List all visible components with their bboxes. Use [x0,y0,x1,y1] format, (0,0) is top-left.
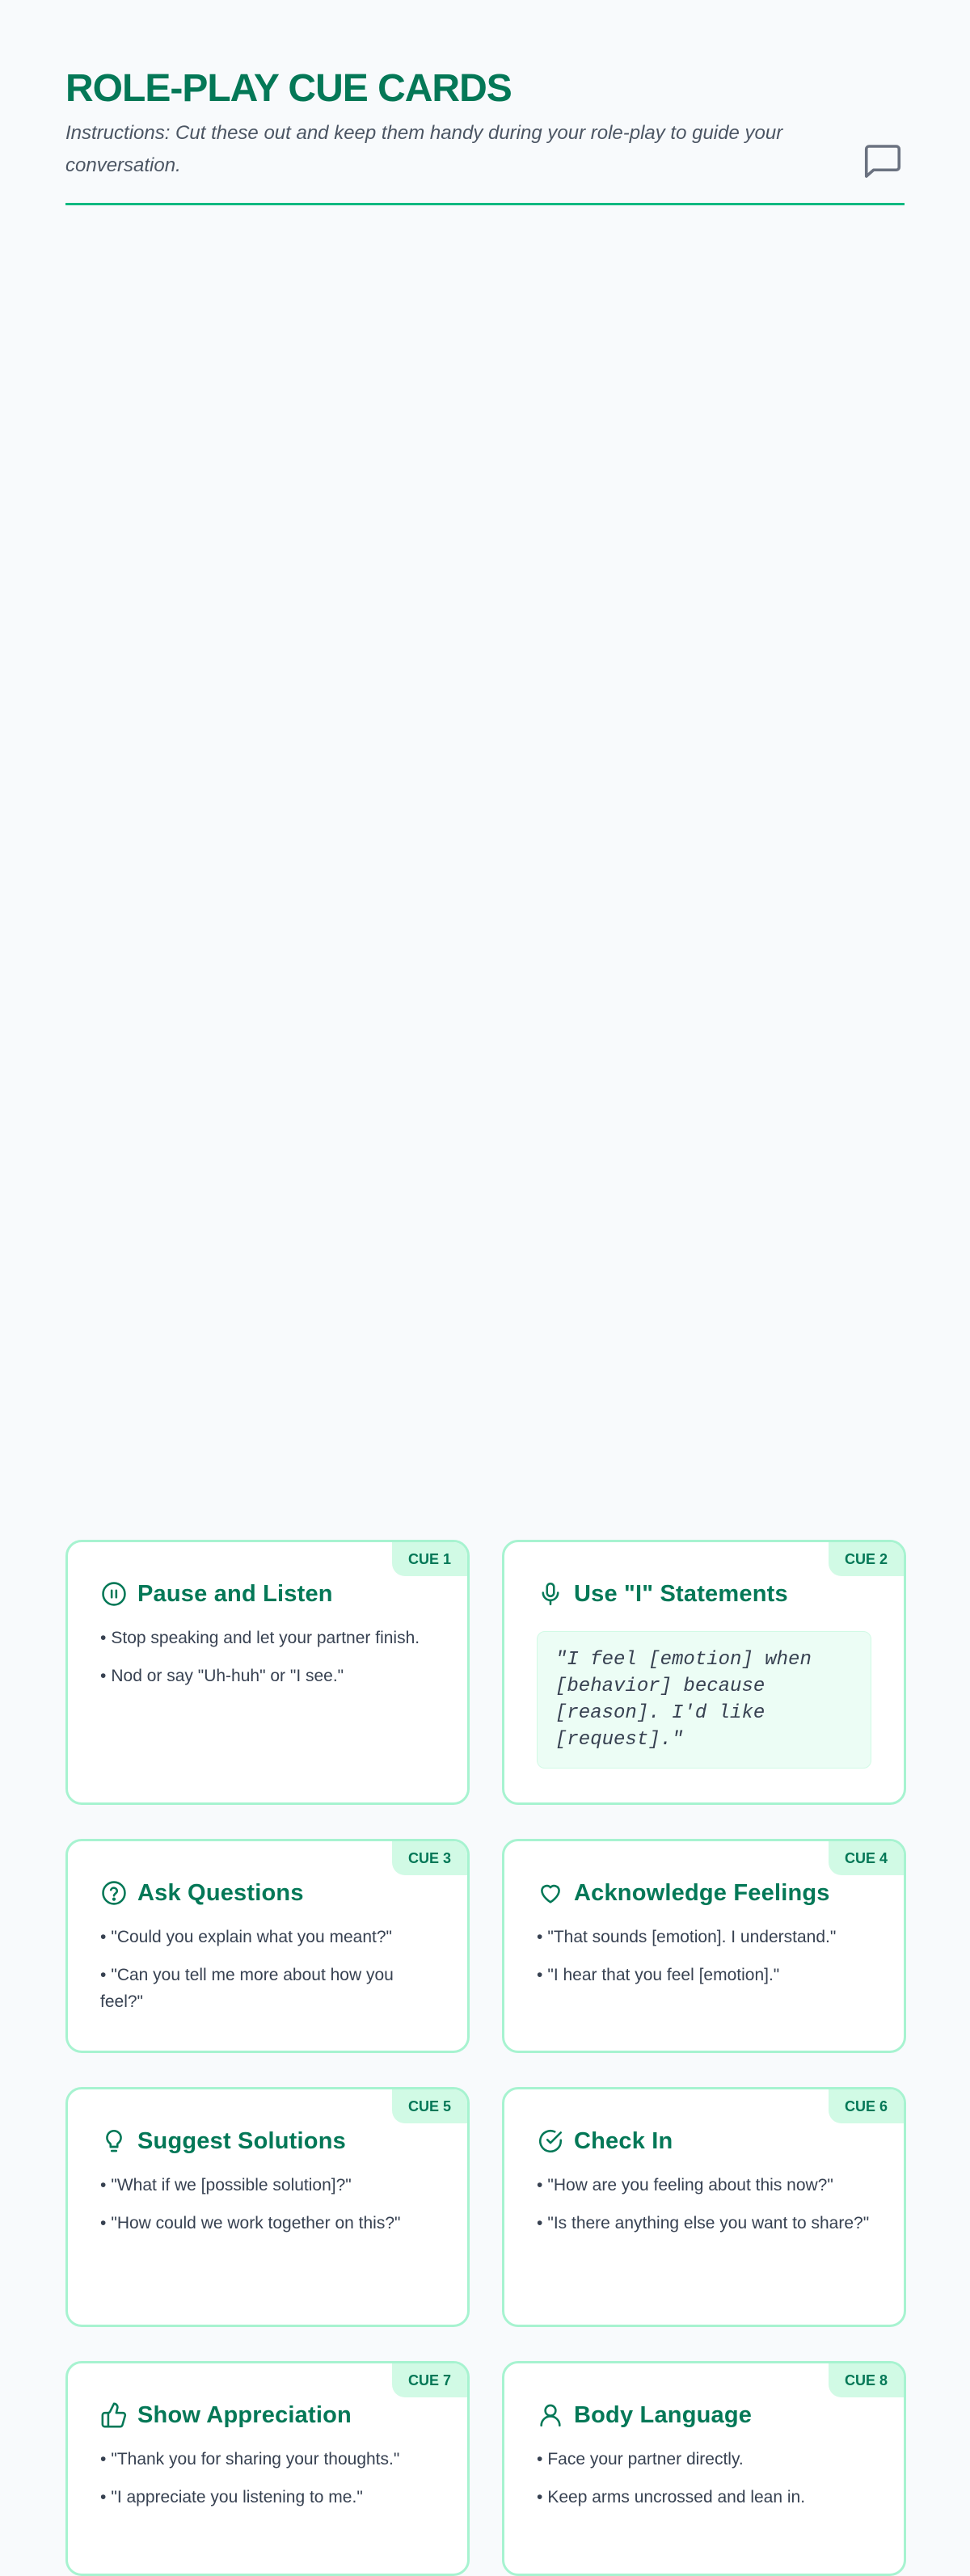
bullet-item: • "How could we work together on this?" [100,2210,435,2237]
bullet-item: • "Thank you for sharing your thoughts." [100,2446,435,2473]
page-header [65,68,905,205]
lightbulb-icon [100,2127,128,2155]
card-title: Ask Questions [137,1879,304,1906]
bullet-item: • "What if we [possible solution]?" [100,2172,435,2199]
bullet-item: • Keep arms uncrossed and lean in. [537,2484,871,2511]
card-header [537,2127,904,2156]
check-circle-icon [537,2127,564,2155]
i-statement-template: "I feel [emotion] when [behavior] because [reason]. I'd like [request]." [537,1631,871,1769]
card-header [100,2127,467,2156]
card-title: Pause and Listen [137,1580,333,1607]
page-instructions: Instructions: Cut these out and keep them handy during your role-play to guide your conversation. [65,121,783,176]
cue-card-body-language [502,2361,906,2576]
thumbs-up-icon [100,2401,128,2429]
card-header [537,1579,904,1608]
cue-badge: CUE 3 [392,1841,467,1875]
card-header [100,1878,467,1908]
bullet-list [100,2172,435,2237]
cue-badge: CUE 6 [829,2089,904,2123]
bullet-item: • "Could you explain what you meant?" [100,1924,435,1950]
card-title: Check In [574,2127,673,2154]
page-title: ROLE-PLAY CUE CARDS [65,67,512,110]
cue-card-i-statements [502,1540,906,1805]
bullet-item: • Nod or say "Uh-huh" or "I see." [100,1663,435,1689]
bullet-list [537,1924,871,1988]
person-icon [537,2401,564,2429]
card-header [100,1579,467,1608]
cue-badge: CUE 5 [392,2089,467,2123]
cue-card-pause-and-listen [65,1540,470,1805]
card-header [100,2401,467,2430]
microphone-icon [537,1580,564,1608]
bullet-list [100,1924,435,2015]
cue-badge: CUE 1 [392,1542,467,1576]
card-header [537,1878,904,1908]
card-title: Show Appreciation [137,2401,352,2428]
cue-card-ask-questions [65,1839,470,2053]
cue-badge: CUE 4 [829,1841,904,1875]
bullet-list [537,2446,871,2511]
cue-badge: CUE 8 [829,2363,904,2397]
bullet-item: • "I appreciate you listening to me." [100,2484,435,2511]
card-title: Body Language [574,2401,753,2428]
heart-icon [537,1879,564,1907]
cue-card-check-in [502,2087,906,2327]
bullet-item: • Stop speaking and let your partner finish. [100,1625,435,1651]
question-icon [100,1879,128,1907]
card-title: Suggest Solutions [137,2127,346,2154]
cue-card-acknowledge-feelings [502,1839,906,2053]
card-title: Acknowledge Feelings [574,1879,830,1906]
bullet-item: • "That sounds [emotion]. I understand." [537,1924,871,1950]
bullet-list [100,2446,435,2511]
bullet-item: • "How are you feeling about this now?" [537,2172,871,2199]
cue-badge: CUE 7 [392,2363,467,2397]
card-header [537,2401,904,2430]
bullet-item: • "Can you tell me more about how you feel?" [100,1962,435,2015]
cue-badge: CUE 2 [829,1542,904,1576]
bullet-item: • "Is there anything else you want to share?" [537,2210,871,2237]
chat-bubble-icon [861,139,905,183]
bullet-list [537,2172,871,2237]
bullet-item: • Face your partner directly. [537,2446,871,2473]
bullet-list [100,1625,435,1689]
cue-card-show-appreciation [65,2361,470,2576]
card-title: Use "I" Statements [574,1580,788,1607]
bullet-item: • "I hear that you feel [emotion]." [537,1962,871,1988]
cue-card-suggest-solutions [65,2087,470,2327]
pause-icon [100,1580,128,1608]
